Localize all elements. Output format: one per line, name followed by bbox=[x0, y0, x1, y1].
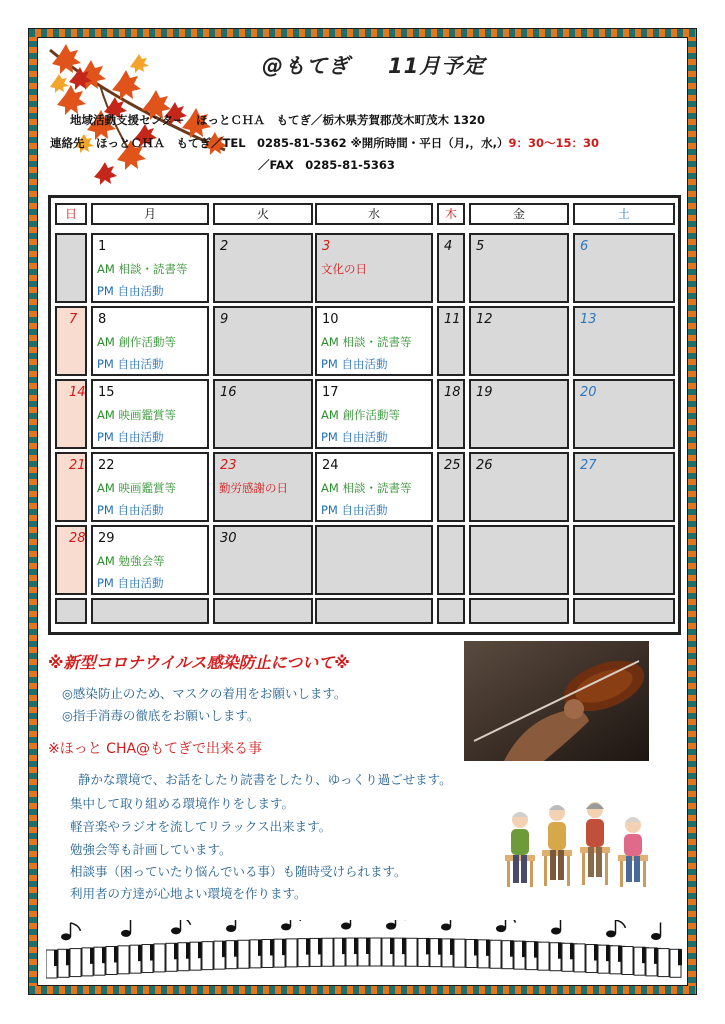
pm-activity: PM 自由活動 bbox=[97, 284, 164, 298]
pm-activity: PM 自由活動 bbox=[97, 357, 164, 371]
day-number: 30 bbox=[220, 531, 237, 546]
calendar-day-cell bbox=[573, 452, 675, 522]
contact-tel: 連絡先 ほっとＣＨＡ もてぎ／TEL 0285-81-5362 ※開所時間・平日（月,，水,） bbox=[50, 136, 509, 150]
calendar bbox=[48, 195, 681, 635]
violin-photo-icon bbox=[464, 641, 649, 761]
weekday-header bbox=[437, 203, 465, 225]
day-number: 17 bbox=[322, 385, 339, 400]
calendar-day-cell bbox=[55, 379, 87, 449]
day-number: 21 bbox=[69, 458, 86, 473]
day-number: 16 bbox=[220, 385, 237, 400]
calendar-empty-cell bbox=[213, 598, 313, 624]
corona-item: ◎指手消毒の徹底をお願いします。 bbox=[62, 708, 260, 723]
calendar-empty-cell bbox=[573, 598, 675, 624]
day-number: 18 bbox=[444, 385, 461, 400]
day-number: 9 bbox=[220, 312, 229, 327]
weekday-header bbox=[91, 203, 209, 225]
calendar-day-cell bbox=[213, 233, 313, 303]
calendar-day-cell bbox=[315, 452, 433, 522]
day-number: 7 bbox=[69, 312, 78, 327]
corona-heading: ※新型コロナウイルス感染防止について※ bbox=[48, 653, 350, 672]
am-activity: AM 映画鑑賞等 bbox=[97, 408, 176, 422]
am-activity: AM 相談・読書等 bbox=[321, 481, 412, 495]
day-number: 15 bbox=[98, 385, 115, 400]
calendar-day-cell bbox=[213, 306, 313, 376]
calendar-day-cell bbox=[573, 525, 675, 595]
calendar-day-cell bbox=[469, 306, 569, 376]
am-activity: AM 創作活動等 bbox=[97, 335, 176, 349]
activity-item: 軽音楽やラジオを流してリラックス出来ます。 bbox=[70, 819, 332, 834]
day-number: 12 bbox=[476, 312, 493, 327]
weekday-label: 火 bbox=[256, 207, 269, 221]
pm-activity: PM 自由活動 bbox=[321, 503, 388, 517]
am-activity: AM 創作活動等 bbox=[321, 408, 400, 422]
day-number: 13 bbox=[580, 312, 597, 327]
holiday-name: 勤労感謝の日 bbox=[219, 481, 288, 495]
contact-fax: ／FAX 0285-81-5363 bbox=[258, 158, 395, 172]
day-number: 10 bbox=[322, 312, 339, 327]
calendar-day-cell bbox=[315, 306, 433, 376]
calendar-day-cell bbox=[573, 379, 675, 449]
center-address: 地域活動支援センター ほっとＣＨＡ もてぎ／栃木県芳賀郡茂木町茂木 1320 bbox=[70, 113, 486, 127]
weekday-label: 木 bbox=[444, 207, 457, 221]
activity-item: 勉強会等も計画しています。 bbox=[70, 842, 232, 857]
pm-activity: PM 自由活動 bbox=[97, 576, 164, 590]
pm-activity: PM 自由活動 bbox=[97, 430, 164, 444]
activity-item: 相談事（困っていたり悩んでいる事）も随時受けられます。 bbox=[70, 864, 407, 879]
day-number: 20 bbox=[580, 385, 597, 400]
day-number: 27 bbox=[580, 458, 597, 473]
weekday-label: 水 bbox=[367, 207, 380, 221]
am-activity: AM 映画鑑賞等 bbox=[97, 481, 176, 495]
calendar-day-cell bbox=[469, 525, 569, 595]
pm-activity: PM 自由活動 bbox=[97, 503, 164, 517]
weekday-header bbox=[55, 203, 87, 225]
day-number: 22 bbox=[98, 458, 115, 473]
calendar-empty-cell bbox=[469, 598, 569, 624]
calendar-day-cell bbox=[213, 379, 313, 449]
weekday-header bbox=[315, 203, 433, 225]
weekday-label: 日 bbox=[64, 207, 77, 221]
calendar-day-cell bbox=[469, 452, 569, 522]
calendar-day-cell bbox=[573, 306, 675, 376]
opening-hours: 9：30～15：30 bbox=[508, 136, 600, 150]
day-number: 1 bbox=[98, 239, 107, 254]
calendar-day-cell bbox=[55, 452, 87, 522]
calendar-day-cell bbox=[437, 452, 465, 522]
day-number: 14 bbox=[69, 385, 86, 400]
day-number: 5 bbox=[476, 239, 485, 254]
weekday-header bbox=[573, 203, 675, 225]
elderly-group-icon bbox=[500, 795, 660, 895]
am-activity: AM 相談・読書等 bbox=[321, 335, 412, 349]
calendar-day-cell bbox=[55, 525, 87, 595]
piano-keys-notes-icon bbox=[46, 920, 682, 980]
am-activity: AM 相談・読書等 bbox=[97, 262, 188, 276]
day-number: 3 bbox=[322, 239, 331, 254]
calendar-day-cell bbox=[315, 379, 433, 449]
calendar-day-cell bbox=[573, 233, 675, 303]
pm-activity: PM 自由活動 bbox=[321, 357, 388, 371]
page-title bbox=[262, 50, 485, 80]
title-month: 11月予定 bbox=[388, 54, 486, 78]
holiday-name: 文化の日 bbox=[321, 262, 367, 276]
calendar-day-cell bbox=[91, 233, 209, 303]
corona-item: ◎感染防止のため、マスクの着用をお願いします。 bbox=[62, 686, 347, 701]
calendar-day-cell bbox=[91, 452, 209, 522]
day-number: 26 bbox=[476, 458, 493, 473]
calendar-day-cell bbox=[91, 379, 209, 449]
calendar-empty-cell bbox=[55, 598, 87, 624]
weekday-label: 月 bbox=[143, 207, 156, 221]
day-number: 25 bbox=[444, 458, 461, 473]
activity-item: 集中して取り組める環境作りをします。 bbox=[70, 796, 295, 811]
am-activity: AM 勉強会等 bbox=[97, 554, 165, 568]
weekday-label: 金 bbox=[512, 207, 525, 221]
calendar-empty-cell bbox=[437, 598, 465, 624]
activity-item: 利用者の方達が心地よい環境を作ります。 bbox=[70, 886, 307, 901]
day-number: 29 bbox=[98, 531, 115, 546]
calendar-day-cell bbox=[469, 379, 569, 449]
day-number: 28 bbox=[69, 531, 86, 546]
title-location: @もてぎ bbox=[262, 54, 350, 78]
day-number: 11 bbox=[444, 312, 461, 327]
calendar-day-cell bbox=[213, 525, 313, 595]
day-number: 6 bbox=[580, 239, 589, 254]
calendar-day-cell bbox=[469, 233, 569, 303]
activity-item: 静かな環境で、お話をしたり読書をしたり、ゆっくり過ごせます。 bbox=[78, 772, 452, 787]
weekday-label: 土 bbox=[617, 207, 630, 221]
calendar-day-cell bbox=[55, 306, 87, 376]
calendar-day-cell bbox=[91, 306, 209, 376]
calendar-day-cell bbox=[55, 233, 87, 303]
day-number: 2 bbox=[220, 239, 229, 254]
weekday-header bbox=[213, 203, 313, 225]
day-number: 8 bbox=[98, 312, 107, 327]
calendar-day-cell bbox=[437, 306, 465, 376]
day-number: 23 bbox=[220, 458, 237, 473]
calendar-day-cell bbox=[315, 233, 433, 303]
calendar-day-cell bbox=[91, 525, 209, 595]
pm-activity: PM 自由活動 bbox=[321, 430, 388, 444]
calendar-day-cell bbox=[437, 525, 465, 595]
day-number: 19 bbox=[476, 385, 493, 400]
calendar-empty-cell bbox=[315, 598, 433, 624]
contact-line bbox=[50, 135, 599, 151]
calendar-day-cell bbox=[213, 452, 313, 522]
calendar-day-cell bbox=[437, 233, 465, 303]
day-number: 24 bbox=[322, 458, 339, 473]
calendar-day-cell bbox=[437, 379, 465, 449]
calendar-empty-cell bbox=[91, 598, 209, 624]
calendar-day-cell bbox=[315, 525, 433, 595]
activities-heading: ※ほっと CHA@もてぎで出来る事 bbox=[48, 741, 263, 757]
day-number: 4 bbox=[444, 239, 453, 254]
weekday-header bbox=[469, 203, 569, 225]
